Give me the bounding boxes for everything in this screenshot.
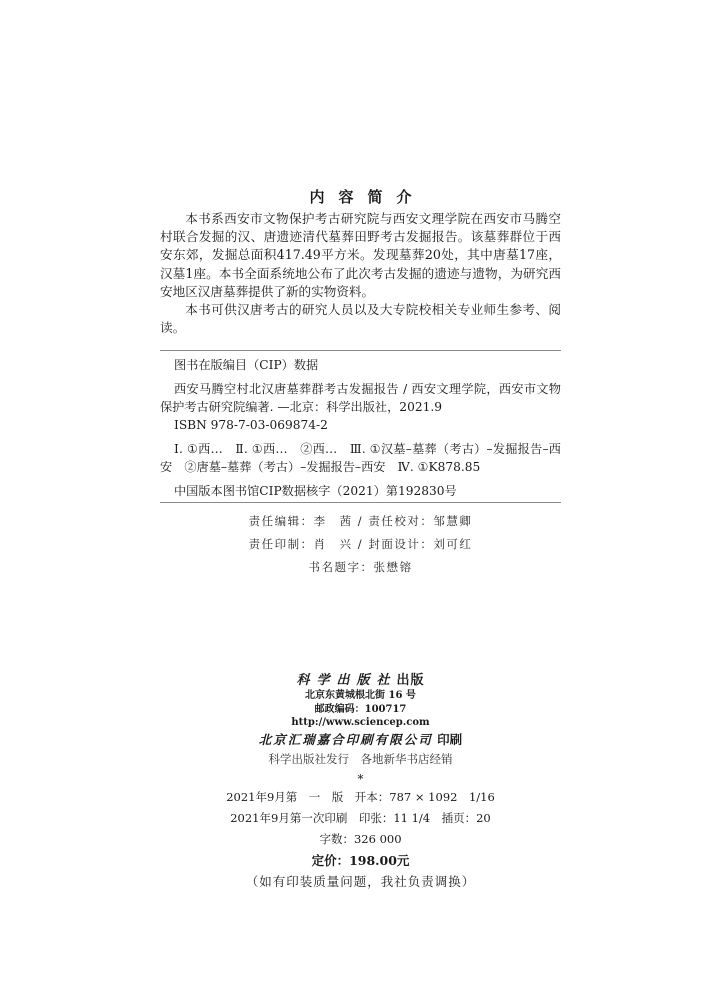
edition-row-1: 2021年9月第 一 版 开本：787 × 1092 1/16 <box>226 790 495 804</box>
publisher-logo-text: 科学出版社 <box>296 673 397 688</box>
distribution-info: 科学出版社发行 各地新华书店经销 <box>268 751 453 766</box>
printer-logo-text: 北京汇瑞嘉合印刷有限公司 <box>258 731 433 747</box>
cip-heading: 图书在版编目（CIP）数据 <box>174 358 319 372</box>
summary-paragraph: 本书系西安市文物保护考古研究院与西安文理学院在西安市马腾空村联合发掘的汉、唐遗迹清代墓葬田野考古发掘报告。该墓葬群位于西安东郊，发掘总面积417.49平方米。发现墓葬20处，其中唐墓17座，汉墓1座。本书全面系统地公布了此次考古发掘的遗迹与遗物，为研究西安地区汉唐墓葬提供了新的实物资料。 <box>160 211 561 299</box>
cip-entry: 西安马腾空村北汉唐墓葬群考古发掘报告 / 西安文理学院，西安市文物保护考古研究院编著. —北京：科学出版社，2021.9 <box>160 382 561 414</box>
credits-editors: 责任编辑：李 茜 / 责任校对：邹慧卿 <box>248 514 473 528</box>
divider-top <box>160 350 561 351</box>
word-count: 字数：326 000 <box>319 832 402 846</box>
summary-title: 内容简介 <box>309 188 426 206</box>
price: 定价：198.00元 <box>311 853 410 868</box>
publisher-name <box>160 672 561 689</box>
divider-bottom <box>160 502 561 503</box>
printer-suffix: 印刷 <box>437 731 463 747</box>
credits-printing-design: 责任印制：肖 兴 / 封面设计：刘可红 <box>248 537 473 551</box>
quality-notice: （如有印装质量问题，我社负责调换） <box>245 874 476 889</box>
summary-paragraph: 本书可供汉唐考古的研究人员以及大专院校相关专业师生参考、阅读。 <box>160 302 561 336</box>
credits-title-calligraphy: 书名题字：张懋镕 <box>308 560 413 574</box>
edition-row-2: 2021年9月第一次印刷 印张：11 1/4 插页：20 <box>230 811 491 825</box>
summary-body <box>160 210 561 337</box>
publisher-name-suffix: 出版 <box>396 673 425 688</box>
publisher-postcode: 邮政编码：100717 <box>314 703 407 715</box>
publisher-url: http://www.sciencep.com <box>291 717 430 728</box>
cip-classification: Ⅰ. ①西… Ⅱ. ①西… ②西… Ⅲ. ①汉墓–墓葬（考古）–发掘报告–西安 ②唐墓–墓葬（考古）–发掘报告–西安 Ⅳ. ①K878.85 <box>160 442 561 474</box>
cip-number: 中国版本图书馆CIP数据核字（2021）第192830号 <box>174 484 457 498</box>
credits-block <box>160 510 561 579</box>
cip-isbn: ISBN 978-7-03-069874-2 <box>174 418 328 432</box>
publisher-address: 北京东黄城根北街 16 号 <box>305 690 416 701</box>
edition-block <box>160 771 561 892</box>
publisher-block <box>160 672 561 769</box>
printer-name <box>160 730 561 749</box>
cip-data-block <box>160 356 561 500</box>
separator-asterisk: * <box>357 772 364 786</box>
